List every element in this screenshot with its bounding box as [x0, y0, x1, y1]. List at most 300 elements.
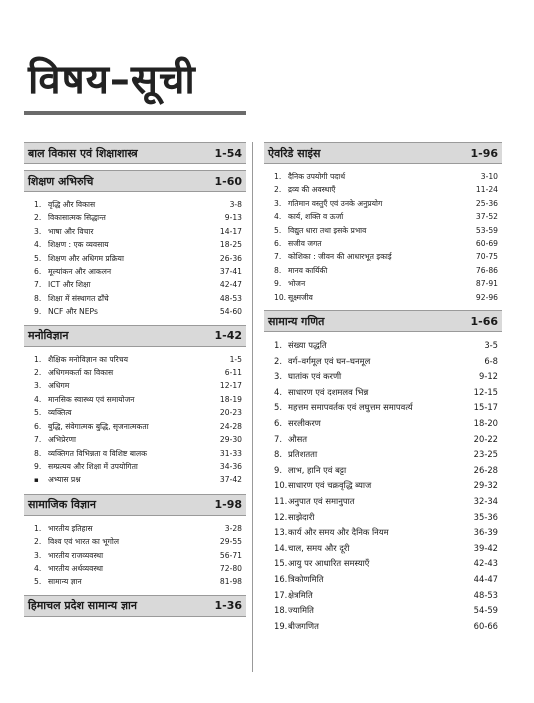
right-column [264, 142, 502, 640]
toc-item[interactable] [34, 535, 246, 548]
toc-item-pages: 42-43 [473, 558, 498, 569]
toc-item[interactable] [34, 562, 246, 575]
section-header[interactable] [24, 595, 246, 617]
toc-item-title: सूक्ष्मजीव [288, 292, 313, 302]
toc-item-number: 2. [274, 185, 282, 195]
toc-item-text [274, 525, 389, 541]
toc-item-title: कार्य और समय और दैनिक नियम [288, 527, 389, 538]
section-title: सामान्य गणित [268, 314, 325, 328]
toc-item-pages: 20-22 [473, 433, 498, 444]
toc-item-title: शिक्षण और अधिगम प्रक्रिया [48, 253, 124, 263]
toc-item-pages: 3-8 [229, 200, 242, 209]
section-item-list [264, 338, 502, 634]
toc-item-number: 9. [34, 307, 42, 317]
toc-item[interactable] [34, 447, 246, 460]
toc-item-number: 16. [274, 573, 288, 584]
toc-item-title: गतिमान वस्तुएँ एवं उनके अनुप्रयोग [288, 198, 383, 208]
toc-item-title: भारतीय राजव्यवस्था [48, 550, 104, 560]
toc-item-pages: 53-59 [475, 225, 498, 235]
toc-item-number: 5. [34, 253, 42, 263]
toc-section [264, 310, 502, 634]
toc-item-title: व्यक्तित्व [48, 408, 72, 418]
toc-item-title: विद्युत धारा तथा इसके प्रभाव [288, 225, 367, 235]
toc-item-text [34, 292, 109, 305]
toc-item[interactable] [274, 264, 502, 277]
toc-item-number: 2. [34, 537, 42, 547]
toc-item-text [274, 237, 322, 250]
toc-item-title: भाषा और विचार [48, 226, 94, 236]
toc-item-text [274, 572, 324, 588]
toc-item-title: मानसिक स्वास्थ्य एवं समायोजन [48, 394, 135, 404]
toc-item-text [274, 510, 314, 526]
toc-item-pages: 39-42 [473, 542, 498, 553]
toc-item-pages: 18-19 [219, 394, 242, 404]
toc-item-text [274, 224, 366, 237]
toc-item[interactable] [274, 432, 502, 448]
toc-item-number: 7. [34, 280, 42, 290]
toc-item[interactable] [274, 494, 502, 510]
toc-item[interactable] [274, 416, 502, 432]
toc-item[interactable] [274, 525, 502, 541]
toc-item[interactable] [274, 170, 502, 183]
toc-item-pages: 29-32 [473, 480, 498, 491]
toc-item-pages: 35-36 [473, 511, 498, 522]
toc-item-pages: 56-71 [219, 550, 242, 560]
toc-item-title: मूल्यांकन और आकलन [48, 267, 112, 277]
toc-item-text [34, 225, 93, 238]
toc-item[interactable] [274, 369, 502, 385]
toc-item-title: ICT और शिक्षा [48, 280, 91, 290]
toc-item-number: 6. [274, 418, 282, 429]
toc-item-number: 9. [274, 464, 282, 475]
toc-item-number: 4. [34, 240, 42, 250]
toc-item-text [34, 406, 72, 419]
toc-item-text [34, 211, 106, 224]
toc-item-text [274, 369, 341, 385]
toc-item[interactable] [274, 556, 502, 572]
toc-item-title: बुद्धि, संवेगात्मक बुद्धि, सृजनात्मकता [48, 421, 149, 431]
toc-item-pages: 92-96 [475, 292, 498, 302]
toc-item[interactable] [274, 354, 502, 370]
section-title: मनोविज्ञान [28, 329, 69, 343]
toc-section [24, 170, 246, 319]
toc-item-title: अधिगम [48, 381, 70, 391]
toc-item[interactable] [274, 183, 502, 196]
toc-item-title: सम्प्रत्यय और शिक्षा में उपयोगिता [48, 461, 138, 471]
toc-item-text [274, 197, 382, 210]
toc-item[interactable] [274, 224, 502, 237]
toc-item-pages: 12-15 [473, 386, 498, 397]
section-title: ऐवरिडे साइंस [268, 146, 321, 160]
toc-section [24, 142, 246, 164]
toc-item[interactable] [34, 460, 246, 473]
toc-item-number: 4. [34, 563, 42, 573]
toc-item-number: 1. [274, 340, 282, 351]
toc-item[interactable] [34, 433, 246, 446]
toc-item-number: 5. [34, 408, 42, 418]
toc-item-number: 2. [34, 213, 42, 223]
toc-item-number: 7. [274, 252, 282, 262]
toc-item-text [274, 210, 343, 223]
section-page-range: 1-98 [214, 498, 242, 512]
toc-item[interactable] [34, 393, 246, 406]
toc-section [24, 325, 246, 488]
toc-item-text [274, 478, 371, 494]
toc-item-text [34, 420, 149, 433]
toc-item-text [34, 522, 93, 535]
toc-item-title: NCF और NEPs [48, 307, 98, 317]
toc-item-text [34, 473, 81, 487]
toc-item-number: 2. [34, 368, 42, 378]
toc-item-text [274, 338, 327, 354]
toc-item-pages: 23-25 [473, 449, 498, 460]
toc-item-text [274, 385, 368, 401]
toc-item-text [274, 354, 370, 370]
toc-item-pages: 87-91 [475, 279, 498, 289]
toc-item-number: 4. [34, 394, 42, 404]
section-page-range: 1-42 [214, 329, 242, 343]
toc-item-number: 19. [274, 620, 288, 631]
toc-section [264, 142, 502, 304]
toc-item-text [34, 535, 119, 548]
toc-item-title: चाल, समय और दूरी [288, 542, 350, 553]
toc-item-text [274, 541, 349, 557]
left-column [24, 142, 246, 623]
toc-item-title: द्रव्य की अवस्थाएँ [288, 185, 336, 195]
toc-item-pages: 60-69 [475, 239, 498, 249]
toc-item-pages: 60-66 [473, 620, 498, 631]
toc-item-text [34, 305, 98, 318]
toc-item-number: 6. [34, 267, 42, 277]
toc-item-number: 4. [274, 212, 282, 222]
toc-item-pages: 26-36 [219, 253, 242, 263]
toc-item[interactable] [274, 541, 502, 557]
toc-item-text [274, 619, 319, 635]
section-header[interactable] [24, 142, 246, 164]
toc-item-number: 7. [274, 433, 282, 444]
toc-item-text [274, 291, 313, 304]
toc-item-pages: 18-25 [219, 240, 242, 250]
toc-item-text [34, 252, 124, 265]
toc-item-number: 3. [274, 371, 282, 382]
toc-item-pages: 18-20 [473, 418, 498, 429]
toc-item[interactable] [274, 197, 502, 210]
toc-item-title: ज्यामिति [288, 605, 314, 616]
toc-item-title: आयु पर आधारित समस्याएँ [288, 558, 370, 569]
toc-item-title: भोजन [288, 279, 306, 289]
toc-item-number: 1. [34, 354, 42, 364]
section-page-range: 1-96 [470, 146, 498, 160]
toc-item-number: 17. [274, 589, 288, 600]
toc-item-title: अधिगमकर्ता का विकास [48, 368, 114, 378]
toc-item-title: औसत [288, 433, 308, 444]
toc-item-text [34, 238, 109, 251]
toc-item[interactable] [34, 305, 246, 318]
toc-item-text [274, 183, 336, 196]
toc-item-title: अभ्यास प्रश्न [48, 475, 81, 485]
section-item-list [24, 353, 246, 488]
toc-item-pages: 81-98 [219, 577, 242, 587]
toc-item-text [34, 562, 103, 575]
toc-item-title: साझेदारी [288, 511, 315, 522]
toc-item-number: 6. [34, 421, 42, 431]
section-header[interactable] [264, 142, 502, 164]
toc-item-text [274, 250, 392, 263]
toc-item-text [34, 366, 113, 379]
bullet-icon: ▪ [34, 476, 39, 485]
section-item-list [264, 170, 502, 304]
toc-item-pages: 44-47 [473, 573, 498, 584]
toc-item-text [274, 400, 413, 416]
toc-item-title: महत्तम समापवर्तक एवं लघुत्तम समापवर्त्य [288, 402, 413, 413]
section-header[interactable] [24, 170, 246, 192]
toc-item-title: बीजगणित [288, 620, 319, 631]
toc-item[interactable] [274, 250, 502, 263]
toc-item-title: व्यक्तिगत विभिन्नता व विशिष्ट बालक [48, 448, 148, 458]
toc-item-title: घातांक एवं करणी [288, 371, 342, 382]
section-page-range: 1-66 [470, 314, 498, 328]
toc-item-text [274, 416, 321, 432]
toc-item-text [34, 278, 90, 291]
toc-item-text [274, 603, 314, 619]
toc-item-number: 18. [274, 605, 288, 616]
toc-item-title: कोशिका : जीवन की आधारभूत इकाई [288, 252, 392, 262]
toc-item-number: 14. [274, 542, 288, 553]
toc-item-number: 10. [274, 480, 288, 491]
toc-item[interactable] [34, 379, 246, 392]
toc-item-text [274, 264, 327, 277]
toc-item[interactable] [274, 588, 502, 604]
toc-item[interactable] [274, 277, 502, 290]
toc-item-number: 3. [34, 381, 42, 391]
toc-item[interactable] [34, 238, 246, 251]
toc-item-text [274, 463, 346, 479]
section-title: शिक्षण अभिरुचि [28, 174, 94, 188]
toc-item-text [274, 277, 305, 290]
toc-item-pages: 37-41 [219, 267, 242, 277]
title-underline [24, 111, 246, 115]
toc-item[interactable] [274, 291, 502, 304]
toc-item[interactable] [274, 400, 502, 416]
section-page-range: 1-36 [214, 599, 242, 613]
toc-item[interactable] [34, 198, 246, 211]
toc-item-text [34, 379, 69, 392]
toc-item-title: त्रिकोणमिति [288, 573, 324, 584]
toc-item-number: 1. [34, 200, 42, 209]
toc-item[interactable] [34, 575, 246, 588]
toc-item[interactable] [274, 478, 502, 494]
toc-item-pages: 48-53 [473, 589, 498, 600]
toc-item[interactable] [34, 265, 246, 278]
toc-item-number: 5. [274, 402, 282, 413]
toc-item-number: 3. [34, 550, 42, 560]
toc-item[interactable] [274, 619, 502, 635]
section-title: हिमाचल प्रदेश सामान्य ज्ञान [28, 599, 137, 613]
toc-item-number: 6. [274, 239, 282, 249]
column-divider [252, 142, 253, 672]
toc-item-title: भारतीय इतिहास [48, 523, 93, 533]
section-title: बाल विकास एवं शिक्षाशास्त्र [28, 146, 138, 160]
toc-item[interactable] [274, 447, 502, 463]
toc-item[interactable] [34, 366, 246, 379]
toc-item-pages: 6-11 [224, 368, 242, 378]
toc-item-title: प्रतिशतता [288, 449, 318, 460]
toc-item[interactable] [34, 252, 246, 265]
toc-item[interactable] [34, 420, 246, 433]
toc-item-pages: 1-5 [229, 354, 242, 364]
toc-item-pages: 9-13 [224, 213, 242, 223]
section-page-range: 1-54 [214, 146, 242, 160]
toc-item-number: 1. [274, 172, 282, 181]
toc-item-pages: 29-55 [219, 537, 242, 547]
toc-item-title: वृद्धि और विकास [48, 200, 96, 209]
toc-item[interactable] [274, 237, 502, 250]
toc-item-title: कार्य, शक्ति व ऊर्जा [288, 212, 344, 222]
toc-item-title: लाभ, हानि एवं बट्टा [288, 464, 347, 475]
toc-item-text [274, 588, 313, 604]
toc-item-pages: 37-42 [219, 475, 242, 485]
toc-item-text [34, 393, 134, 406]
toc-item[interactable] [34, 278, 246, 291]
section-header[interactable] [264, 310, 502, 332]
toc-item-title: अभिप्रेरणा [48, 435, 76, 445]
toc-item-pages: 3-28 [224, 523, 242, 533]
toc-item-title: संख्या पद्धति [288, 340, 327, 351]
toc-item-title: भारतीय अर्थव्यवस्था [48, 563, 104, 573]
toc-item-title: विश्व एवं भारत का भूगोल [48, 537, 119, 547]
toc-section [24, 494, 246, 589]
toc-item-number: 8. [34, 293, 42, 303]
toc-item[interactable] [274, 385, 502, 401]
toc-item-pages: 42-47 [219, 280, 242, 290]
toc-item-pages: 11-24 [475, 185, 498, 195]
toc-item[interactable] [34, 353, 246, 366]
toc-item-number: 8. [274, 265, 282, 275]
toc-item-text [274, 170, 345, 183]
toc-item-text [34, 447, 147, 460]
section-page-range: 1-60 [214, 174, 242, 188]
toc-item[interactable] [34, 522, 246, 535]
toc-item-number: 3. [274, 198, 282, 208]
toc-item-title: दैनिक उपयोगी पदार्थ [288, 172, 346, 181]
toc-item-text [34, 265, 111, 278]
toc-section [24, 595, 246, 617]
toc-item-text [274, 556, 369, 572]
toc-item-title: शैक्षिक मनोविज्ञान का परिचय [48, 354, 129, 364]
toc-item[interactable] [34, 406, 246, 419]
toc-item-number: 4. [274, 386, 282, 397]
toc-item-pages: 54-59 [473, 605, 498, 616]
toc-item-text [274, 432, 307, 448]
section-title: सामाजिक विज्ञान [28, 498, 96, 512]
toc-item-title: शिक्षण : एक व्यवसाय [48, 240, 109, 250]
toc-item-number: 8. [34, 448, 42, 458]
toc-item-title: विकासात्मक सिद्धान्त [48, 213, 106, 223]
toc-item-pages: 6-8 [484, 355, 498, 366]
toc-item-title: अनुपात एवं समानुपात [288, 496, 355, 506]
toc-item-number: 9. [34, 461, 42, 471]
toc-item[interactable] [34, 473, 246, 487]
toc-item-number: 3. [34, 226, 42, 236]
toc-item-text [34, 575, 82, 588]
toc-item-number: 9. [274, 279, 282, 289]
toc-item[interactable] [274, 338, 502, 354]
toc-item-pages: 34-36 [219, 461, 242, 471]
toc-item[interactable] [274, 603, 502, 619]
toc-item-text [274, 447, 317, 463]
toc-item-pages: 72-80 [219, 563, 242, 573]
toc-item[interactable] [274, 510, 502, 526]
toc-item-title: शिक्षा में संस्थागत ढाँचे [48, 293, 109, 303]
toc-item[interactable] [274, 210, 502, 223]
toc-item-pages: 3-10 [480, 172, 498, 181]
toc-item-pages: 25-36 [475, 198, 498, 208]
toc-item-pages: 70-75 [475, 252, 498, 262]
toc-item-number: 11. [274, 496, 288, 506]
toc-item[interactable] [274, 463, 502, 479]
toc-item[interactable] [34, 549, 246, 562]
toc-item-text [274, 494, 355, 510]
toc-item-pages: 9-12 [478, 371, 498, 382]
toc-item[interactable] [34, 292, 246, 305]
toc-item-number: 5. [34, 577, 42, 587]
toc-item-title: वर्ग–वर्गमूल एवं घन–घनमूल [288, 355, 371, 366]
toc-item-number: 13. [274, 527, 288, 538]
toc-item-pages: 20-23 [219, 408, 242, 418]
toc-item-text [34, 353, 128, 366]
toc-item-pages: 15-17 [473, 402, 498, 413]
toc-item-title: साधारण एवं दशमलव भिन्न [288, 386, 369, 397]
toc-item-pages: 26-28 [473, 464, 498, 475]
section-item-list [24, 198, 246, 319]
toc-item-pages: 3-5 [484, 340, 498, 351]
page-title: विषय–सूची [28, 57, 196, 103]
toc-item-title: सजीव जगत [288, 239, 322, 249]
toc-item[interactable] [34, 225, 246, 238]
toc-item-pages: 29-30 [219, 435, 242, 445]
toc-item-number: 15. [274, 558, 288, 569]
toc-item-title: सामान्य ज्ञान [48, 577, 82, 587]
toc-item-title: सरलीकरण [288, 418, 321, 429]
toc-item-pages: 31-33 [219, 448, 242, 458]
toc-item-pages: 54-60 [219, 307, 242, 317]
toc-item-title: साधारण एवं चक्रवृद्धि ब्याज [288, 480, 372, 491]
toc-item-number: 12. [274, 511, 288, 522]
section-header[interactable] [24, 325, 246, 347]
toc-item-pages: 37-52 [475, 212, 498, 222]
toc-item-title: क्षेत्रमिति [288, 589, 313, 600]
toc-item-text [34, 549, 103, 562]
section-header[interactable] [24, 494, 246, 516]
section-item-list [24, 522, 246, 589]
toc-item-number: 1. [34, 523, 42, 533]
toc-item-number: 2. [274, 355, 282, 366]
toc-item-title: मानव कार्यिकी [288, 265, 328, 275]
toc-item[interactable] [34, 211, 246, 224]
toc-item-pages: 76-86 [475, 265, 498, 275]
toc-item-pages: 48-53 [219, 293, 242, 303]
toc-item-pages: 36-39 [473, 527, 498, 538]
toc-item-number: 5. [274, 225, 282, 235]
toc-item[interactable] [274, 572, 502, 588]
toc-item-pages: 32-34 [473, 496, 498, 506]
toc-item-pages: 24-28 [219, 421, 242, 431]
toc-item-text [34, 433, 76, 446]
toc-item-text [34, 198, 95, 211]
toc-item-number: 10. [274, 292, 287, 302]
toc-item-number: 7. [34, 435, 42, 445]
toc-item-text [34, 460, 138, 473]
